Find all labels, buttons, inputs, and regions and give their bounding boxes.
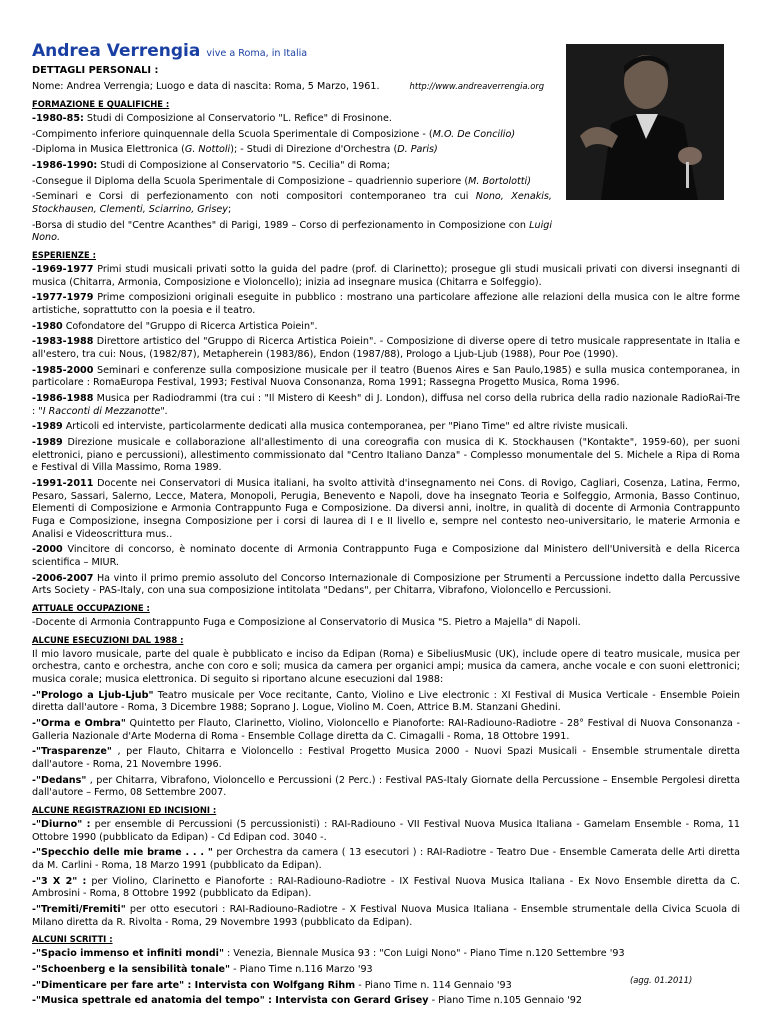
esperienze-list bbox=[32, 264, 740, 598]
esperienze-title: ESPERIENZE : bbox=[32, 250, 96, 261]
item-text: Cofondatore del "Gruppo di Ricerca Artistica Poiein". bbox=[62, 320, 318, 332]
item-text: Studi di Composizione al Conservatorio "L. Refice" di Frosinone. bbox=[83, 113, 392, 125]
item-heading: -1989 bbox=[32, 421, 63, 433]
item-text: -Seminari e Corsi di perfezionamento con noti compositori contemporaneo tra cui bbox=[32, 191, 476, 203]
esperienze-item bbox=[32, 437, 740, 475]
formazione-title: FORMAZIONE E QUALIFICHE : bbox=[32, 99, 170, 110]
item-italic: Nono, Xenakis, Stockhausen, Clementi, Sciarrino, Grisey bbox=[32, 191, 552, 216]
esecuzioni-list bbox=[32, 690, 740, 800]
person-name: Andrea Verrengia bbox=[32, 41, 201, 61]
scritti-item bbox=[32, 948, 740, 961]
item-text: Vincitore di concorso, è nominato docente di Armonia Contrappunto Fuga e Composizione dal Ministero dell'Università e della Ricerca scientifica – MIUR. bbox=[32, 544, 740, 568]
item-heading: -"Prologo a Ljub-Ljub" bbox=[32, 689, 154, 701]
item-text: Seminari e conferenze sulla composizione musicale per il teatro (Buenos Aires e San Paulo,1985) e sulla musica contemporanea, in particolare : RomaEuropa Festival, 1993; Festival Nuova Consonanza, Roma 1991; Rassegna Progetto Musica, Roma 1996. bbox=[32, 364, 740, 389]
attuale-text: -Docente di Armonia Contrappunto Fuga e Composizione al Conservatorio di Musica "S. Pietro a Majella" di Napoli. bbox=[32, 616, 581, 628]
formazione-item bbox=[32, 220, 552, 245]
item-heading: -"Trasparenze" bbox=[32, 746, 112, 758]
registrazioni-item bbox=[32, 904, 740, 929]
item-text: Primi studi musicali privati sotto la guida del padre (prof. di Clarinetto); prosegue gli studi musicali privati con diversi insegnanti di musica (Chitarra, Armonia, Composizione e Violoncello); inizia ad insegnare musica (Chitarra e Solfeggio). bbox=[32, 264, 740, 288]
scritti-item bbox=[32, 995, 740, 1008]
item-heading: -"Musica spettrale ed anatomia del tempo" : Intervista con Gerard Grisey bbox=[32, 995, 429, 1007]
item-heading: -1986-1990: bbox=[32, 160, 98, 172]
esecuzioni-title: ALCUNE ESECUZIONI DAL 1988 : bbox=[32, 634, 184, 645]
item-text: ; bbox=[227, 204, 232, 216]
esecuzioni-item bbox=[32, 718, 740, 743]
personal-title: DETTAGLI PERSONALI : bbox=[32, 65, 159, 77]
item-text: , per Flauto, Chitarra e Violoncello : Festival Progetto Musica 2000 - Nuovi Spazi Musicali - Ensemble strumentale diretta dall'autore - Roma, 21 Novembre 1996. bbox=[32, 746, 740, 770]
item-heading: -1983-1988 bbox=[32, 336, 94, 348]
item-text: per Violino, Clarinetto e Pianoforte : RAI-Radiouno-Radiotre - IX Festival Nuova Musica Italiana - Ex Novo Ensemble diretta da C. Ambrosini - Roma, 8 Ottobre 1992 (pubblicato da Edipan). bbox=[32, 875, 740, 900]
item-italic: M. Bortolotti) bbox=[468, 175, 531, 187]
item-heading: -1991-2011 bbox=[32, 477, 94, 489]
item-text: Quintetto per Flauto, Clarinetto, Violino, Violoncello e Pianoforte: RAI-Radiouno-Radiotre - 28° Festival di Nuova Consonanza - Galleria Nazionale d'Arte Moderna di Roma - Ensemble Collage diretta da C. Cimagalli - Roma, 18 Ottobre 1991. bbox=[32, 717, 741, 742]
item-heading: -"3 X 2" : bbox=[32, 875, 87, 887]
item-heading: -1985-2000 bbox=[32, 364, 94, 376]
cv-document bbox=[32, 40, 740, 1011]
esperienze-item bbox=[32, 573, 740, 598]
registrazioni-list bbox=[32, 819, 740, 929]
formazione-item bbox=[32, 129, 552, 142]
item-heading: -"Tremiti/Fremiti" bbox=[32, 903, 126, 915]
esperienze-item bbox=[32, 336, 740, 361]
item-text: Articoli ed interviste, particolarmente dedicati alla musica contemporanea, per "Piano Time" ed altre riviste musicali. bbox=[62, 421, 629, 433]
esperienze-item bbox=[32, 393, 740, 418]
item-heading: -"Diurno" : bbox=[32, 819, 91, 831]
personal-details: Nome: Andrea Verrengia; Luogo e data di nascita: Roma, 5 Marzo, 1961. http://www.andreaverrengia.org bbox=[32, 81, 545, 93]
website-link[interactable]: http://www.andreaverrengia.org bbox=[409, 81, 545, 92]
formazione-item bbox=[32, 113, 552, 126]
item-text: Docente nei Conservatori di Musica italiani, ha svolto attività d'insegnamento nei Cons. di Rovigo, Cagliari, Cosenza, Latina, Fermo, Pesaro, Sassari, Salerno, Lecce, Matera, Monopoli, Perugia, Benevento e Napoli, dove ha insegnato Teoria e Solfeggio, Armonia, Basso Continuo, Elementi di Composizione e Armonia Contrappunto Fuga e Composizione. Da diversi anni, inoltre, in qualità di docente di Armonia Contrappunto Fuga e Composizione, insegna Composizione per i corsi di laurea di I e II livello e, sempre nel contesto neo-universitario, le materie Armonia e Analisi e Videoscrittura mus.. bbox=[32, 477, 740, 540]
esperienze-item bbox=[32, 365, 740, 390]
formazione-item bbox=[32, 191, 552, 216]
formazione-item bbox=[32, 144, 552, 157]
item-text: Teatro musicale per Voce recitante, Canto, Violino e Live electronic : XI Festival di Musica Verticale - Ensemble Poiein diretta dall'autore - Roma, 3 Dicembre 1988; Soprano J. Logue, Violino M. Coen, Attrice B.M. Stanzani Ghedini. bbox=[32, 689, 740, 714]
item-heading: -"Orma e Ombra" bbox=[32, 717, 126, 729]
formazione-item bbox=[32, 176, 552, 189]
item-text: -Borsa di studio del "Centre Acanthes" di Parigi, 1989 – Corso di perfezionamento in Composizione con bbox=[32, 219, 530, 231]
item-heading: -1969-1977 bbox=[32, 264, 94, 276]
esperienze-item bbox=[32, 292, 740, 317]
item-text: - Piano Time n.105 Gennaio '92 bbox=[428, 995, 583, 1007]
item-heading: -"Schoenberg e la sensibilità tonale" bbox=[32, 964, 231, 976]
esperienze-item bbox=[32, 478, 740, 541]
item-text: per ensemble di Percussioni (5 percussionisti) : RAI-Radiouno - VII Festival Nuova Musica Italiana - Gamelam Ensemble - Roma, 11 Ottobre 1990 (pubblicato da Edipan) - Cd Edipan cod. 3040 -. bbox=[32, 819, 740, 843]
item-heading: -"Dimenticare per fare arte" : Intervista con Wolfgang Rihm bbox=[32, 979, 356, 991]
item-text: Musica per Radiodrammi (tra cui : "Il Mistero di Keesh" di J. London), diffusa nel corso della rubrica della radio nazionale RadioRai-Tre : bbox=[32, 393, 740, 417]
esecuzioni-item bbox=[32, 746, 740, 771]
item-italic: D. Paris) bbox=[397, 144, 438, 156]
item-text: Ha vinto il primo premio assoluto del Concorso Internazionale di Composizione per Strumenti a Percussione indetto dalla Percussive Arts Society - PAS-Italy, con una sua composizione intitolata "Dedans", per Chitarra, Vibrafono, Violoncello e Percussioni. bbox=[32, 572, 740, 597]
item-italic: "I Racconti di Mezzanotte". bbox=[38, 405, 168, 417]
registrazioni-item bbox=[32, 819, 740, 844]
item-heading: -1980-85: bbox=[32, 113, 84, 125]
item-text: - Piano Time n. 114 Gennaio '93 bbox=[355, 979, 512, 991]
item-text: -Consegue il Diploma della Scuola Sperimentale di Composizione – quadriennio superiore ( bbox=[32, 175, 469, 187]
esperienze-item bbox=[32, 421, 740, 434]
item-heading: -1989 bbox=[32, 436, 63, 448]
item-text: ); - Studi di Direzione d'Orchestra ( bbox=[230, 144, 398, 156]
esecuzioni-intro: Il mio lavoro musicale, parte del quale è pubblicato e inciso da Edipan (Roma) e SibeliusMusic (UK), include opere di teatro musicale, musica per orchestra, canto e orchestra, anche con coro e soli; musica da camera per organici ampi; musica da camera, anche vocale e con suoni elettronici; musica corale; musica elettronica. Di seguito si riportano alcune esecuzioni dal 1988: bbox=[32, 648, 740, 686]
footer-note: (agg. 01.2011) bbox=[630, 975, 693, 985]
item-heading: -"Dedans" bbox=[32, 774, 87, 786]
registrazioni-item bbox=[32, 847, 740, 872]
item-text: -Diploma in Musica Elettronica ( bbox=[32, 144, 185, 156]
item-text: Prime composizioni originali eseguite in pubblico : mostrano una particolare affezione alle relazioni della musica con le altre forme artistiche, soprattutto con la poesia e il teatro. bbox=[32, 292, 740, 317]
item-text: -Compimento inferiore quinquennale della Scuola Sperimentale di Composizione - ( bbox=[32, 128, 433, 140]
item-italic: Luigi Nono. bbox=[32, 219, 552, 244]
item-text: Direzione musicale e collaborazione all'allestimento di una coreografia con musica di K. Stockhausen ("Kontakte", 1959-60), per suoni elettronici, piano e percussioni), allestimento commissionato dal "Centro Italiano Danza" - Complesso monumentale del S. Michele a Ripa di Roma e Festival di Villa Massimo, Roma 1989. bbox=[32, 436, 740, 474]
item-text: : Venezia, Biennale Musica 93 : "Con Luigi Nono" - Piano Time n.120 Settembre '93 bbox=[223, 948, 625, 960]
formazione-list bbox=[32, 113, 552, 245]
item-text: per Orchestra da camera ( 13 esecutori ) : RAI-Radiotre - Teatro Due - Ensemble Camerata delle Arti diretta da M. Carlini - Roma, 18 Marzo 1991 (pubblicato da Edipan). bbox=[32, 847, 741, 871]
formazione-item bbox=[32, 160, 552, 173]
item-italic: G. Nottoli bbox=[184, 144, 231, 156]
attuale-title: ATTUALE OCCUPAZIONE : bbox=[32, 602, 150, 613]
item-heading: -1980 bbox=[32, 320, 63, 332]
esecuzioni-item bbox=[32, 690, 740, 715]
esecuzioni-item bbox=[32, 775, 740, 800]
name-header bbox=[32, 40, 740, 62]
location-subtitle: vive a Roma, in Italia bbox=[206, 48, 308, 59]
registrazioni-item bbox=[32, 876, 740, 901]
item-heading: -"Spacio immenso et infiniti mondi" bbox=[32, 948, 224, 960]
registrazioni-title: ALCUNE REGISTRAZIONI ED INCISIONI : bbox=[32, 804, 217, 815]
esperienze-item bbox=[32, 544, 740, 569]
item-text: Direttore artistico del "Gruppo di Ricerca Artistica Poiein". - Composizione di diverse opere di tetro musicale rappresentate in Italia e all'estero, tra cui: Nous, (1982/87), Metapherein (1983/86), Endon (1987/88), Prologo a Ljub-Ljub (1988), Pour Poe (1990). bbox=[32, 336, 740, 361]
item-italic: M.O. De Concilio) bbox=[432, 128, 516, 140]
item-heading: -2006-2007 bbox=[32, 572, 94, 584]
item-heading: -1977-1979 bbox=[32, 292, 94, 304]
item-heading: -"Specchio delle mie brame . . . " bbox=[32, 847, 213, 859]
item-text: Studi di Composizione al Conservatorio "S. Cecilia" di Roma; bbox=[97, 160, 390, 172]
item-heading: -2000 bbox=[32, 544, 63, 556]
esperienze-item bbox=[32, 321, 740, 334]
item-text: per otto esecutori : RAI-Radiouno-Radiotre - X Festival Nuova Musica Italiana - Ensemble strumentale della Civica Scuola di Milano diretta da R. Rivolta - Roma, 29 Novembre 1993 (pubblicato da Edipan). bbox=[32, 903, 740, 928]
item-text: - Piano Time n.116 Marzo '93 bbox=[230, 964, 373, 976]
item-text: , per Chitarra, Vibrafono, Violoncello e Percussioni (2 Perc.) : Festival PAS-Italy Giornate della Percussione – Ensemble Pergolesi diretta dall'autore – Fermo, 08 Settembre 2007. bbox=[32, 774, 740, 799]
esperienze-item bbox=[32, 264, 740, 289]
item-heading: -1986-1988 bbox=[32, 393, 94, 405]
scritti-title: ALCUNI SCRITTI : bbox=[32, 934, 113, 945]
